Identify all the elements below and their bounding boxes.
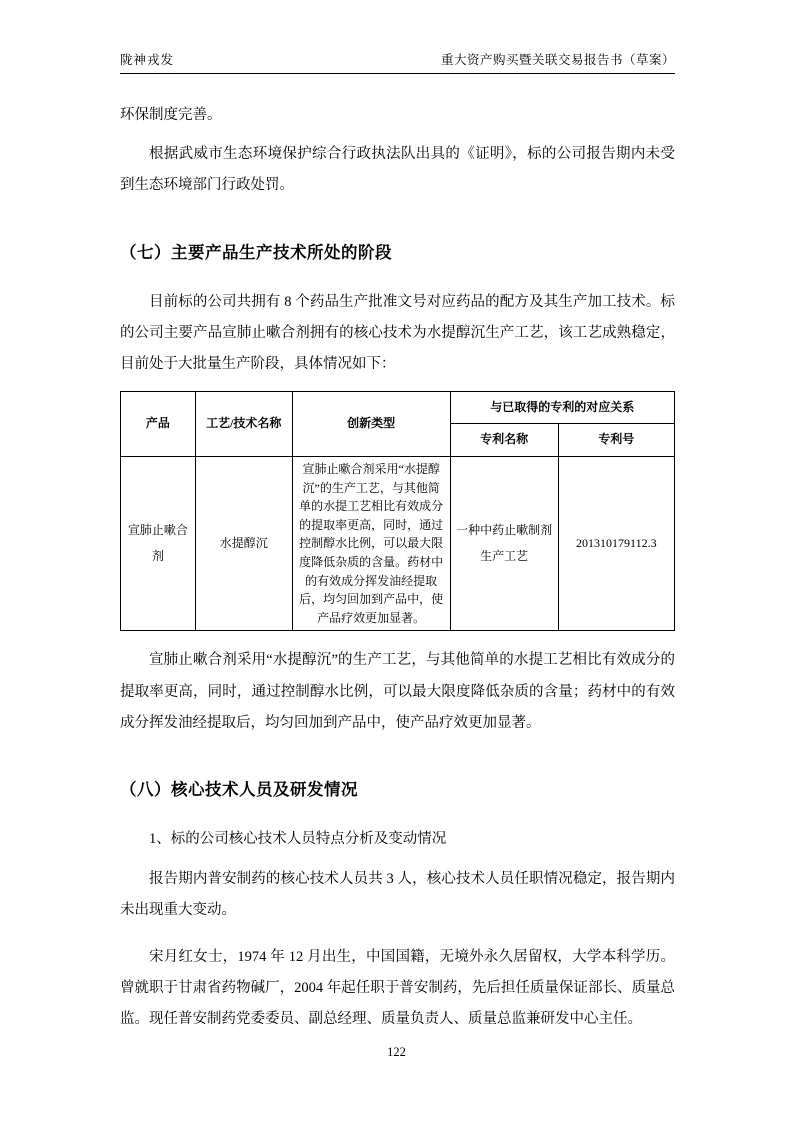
column-header-patent-no: 专利号 [558, 424, 674, 457]
cell-patent-no: 201310179112.3 [558, 457, 674, 631]
cell-innovation: 宣肺止嗽合剂采用“水提醇沉”的生产工艺，与其他简单的水提工艺相比有效成分的提取率更高，同时，通过控制醇水比例，可以最大限度降低杂质的含量。药材中的有效成分挥发油经提取后，均匀回加到产品中，使产品疗效更加显著。 [292, 457, 450, 631]
header-report-title: 重大资产购买暨关联交易报告书（草案） [440, 53, 675, 67]
column-header-innovation: 创新类型 [292, 391, 450, 457]
product-technology-table [120, 391, 675, 632]
paragraph-section8-subtitle: 1、标的公司核心技术人员特点分析及变动情况 [149, 831, 447, 848]
paragraph-section8-bio: 宋月红女士，1974 年 12 月出生，中国国籍，无境外永久居留权，大学本科学历。曾就职于甘肃省药物碱厂，2004 年起任职于普安制药，先后担任质量保证部长、质量总监。现任普安制药党委委员、副总经理、质量负责人、质量总监兼研发中心主任。 [120, 948, 675, 1028]
section-heading-7: （七）主要产品生产技术所处的阶段 [120, 243, 392, 262]
paragraph-section8-staff: 报告期内普安制药的核心技术人员共 3 人，核心技术人员任职情况稳定，报告期内未出现重大变动。 [120, 870, 675, 918]
column-header-product: 产品 [121, 391, 196, 457]
page-header [120, 50, 675, 74]
column-header-patent-name: 专利名称 [450, 424, 558, 457]
paragraph-env-certificate: 根据武威市生态环境保护综合行政执法队出具的《证明》，标的公司报告期内未受到生态环境部门行政处罚。 [120, 146, 675, 194]
header-company-name: 陇神戎发 [120, 53, 175, 67]
column-header-tech: 工艺/技术名称 [195, 391, 292, 457]
cell-tech: 水提醇沉 [195, 457, 292, 631]
paragraph-after-table: 宣肺止嗽合剂采用“水提醇沉”的生产工艺，与其他简单的水提工艺相比有效成分的提取率更高，同时，通过控制醇水比例，可以最大限度降低杂质的含量；药材中的有效成分挥发油经提取后，均匀回加到产品中，使产品疗效更加显著。 [120, 652, 675, 731]
cell-patent-name: 一种中药止嗽制剂生产工艺 [450, 457, 558, 631]
section-heading-8: （八）核心技术人员及研发情况 [120, 780, 358, 799]
table-row [121, 457, 675, 631]
document-body [120, 100, 675, 1035]
column-header-patent-group: 与已取得的专利的对应关系 [450, 391, 674, 424]
footer-page-number: 122 [387, 1045, 406, 1059]
paragraph-env-tail: 环保制度完善。 [120, 107, 222, 123]
cell-product: 宣肺止嗽合剂 [121, 457, 196, 631]
paragraph-section7-intro: 目前标的公司共拥有 8 个药品生产批准文号对应药品的配方及其生产加工技术。标的公司主要产品宣肺止嗽合剂拥有的核心技术为水提醇沉生产工艺，该工艺成熟稳定，目前处于大批量生产阶段，具体情况如下： [120, 293, 675, 373]
table-header-row-1 [121, 391, 675, 424]
